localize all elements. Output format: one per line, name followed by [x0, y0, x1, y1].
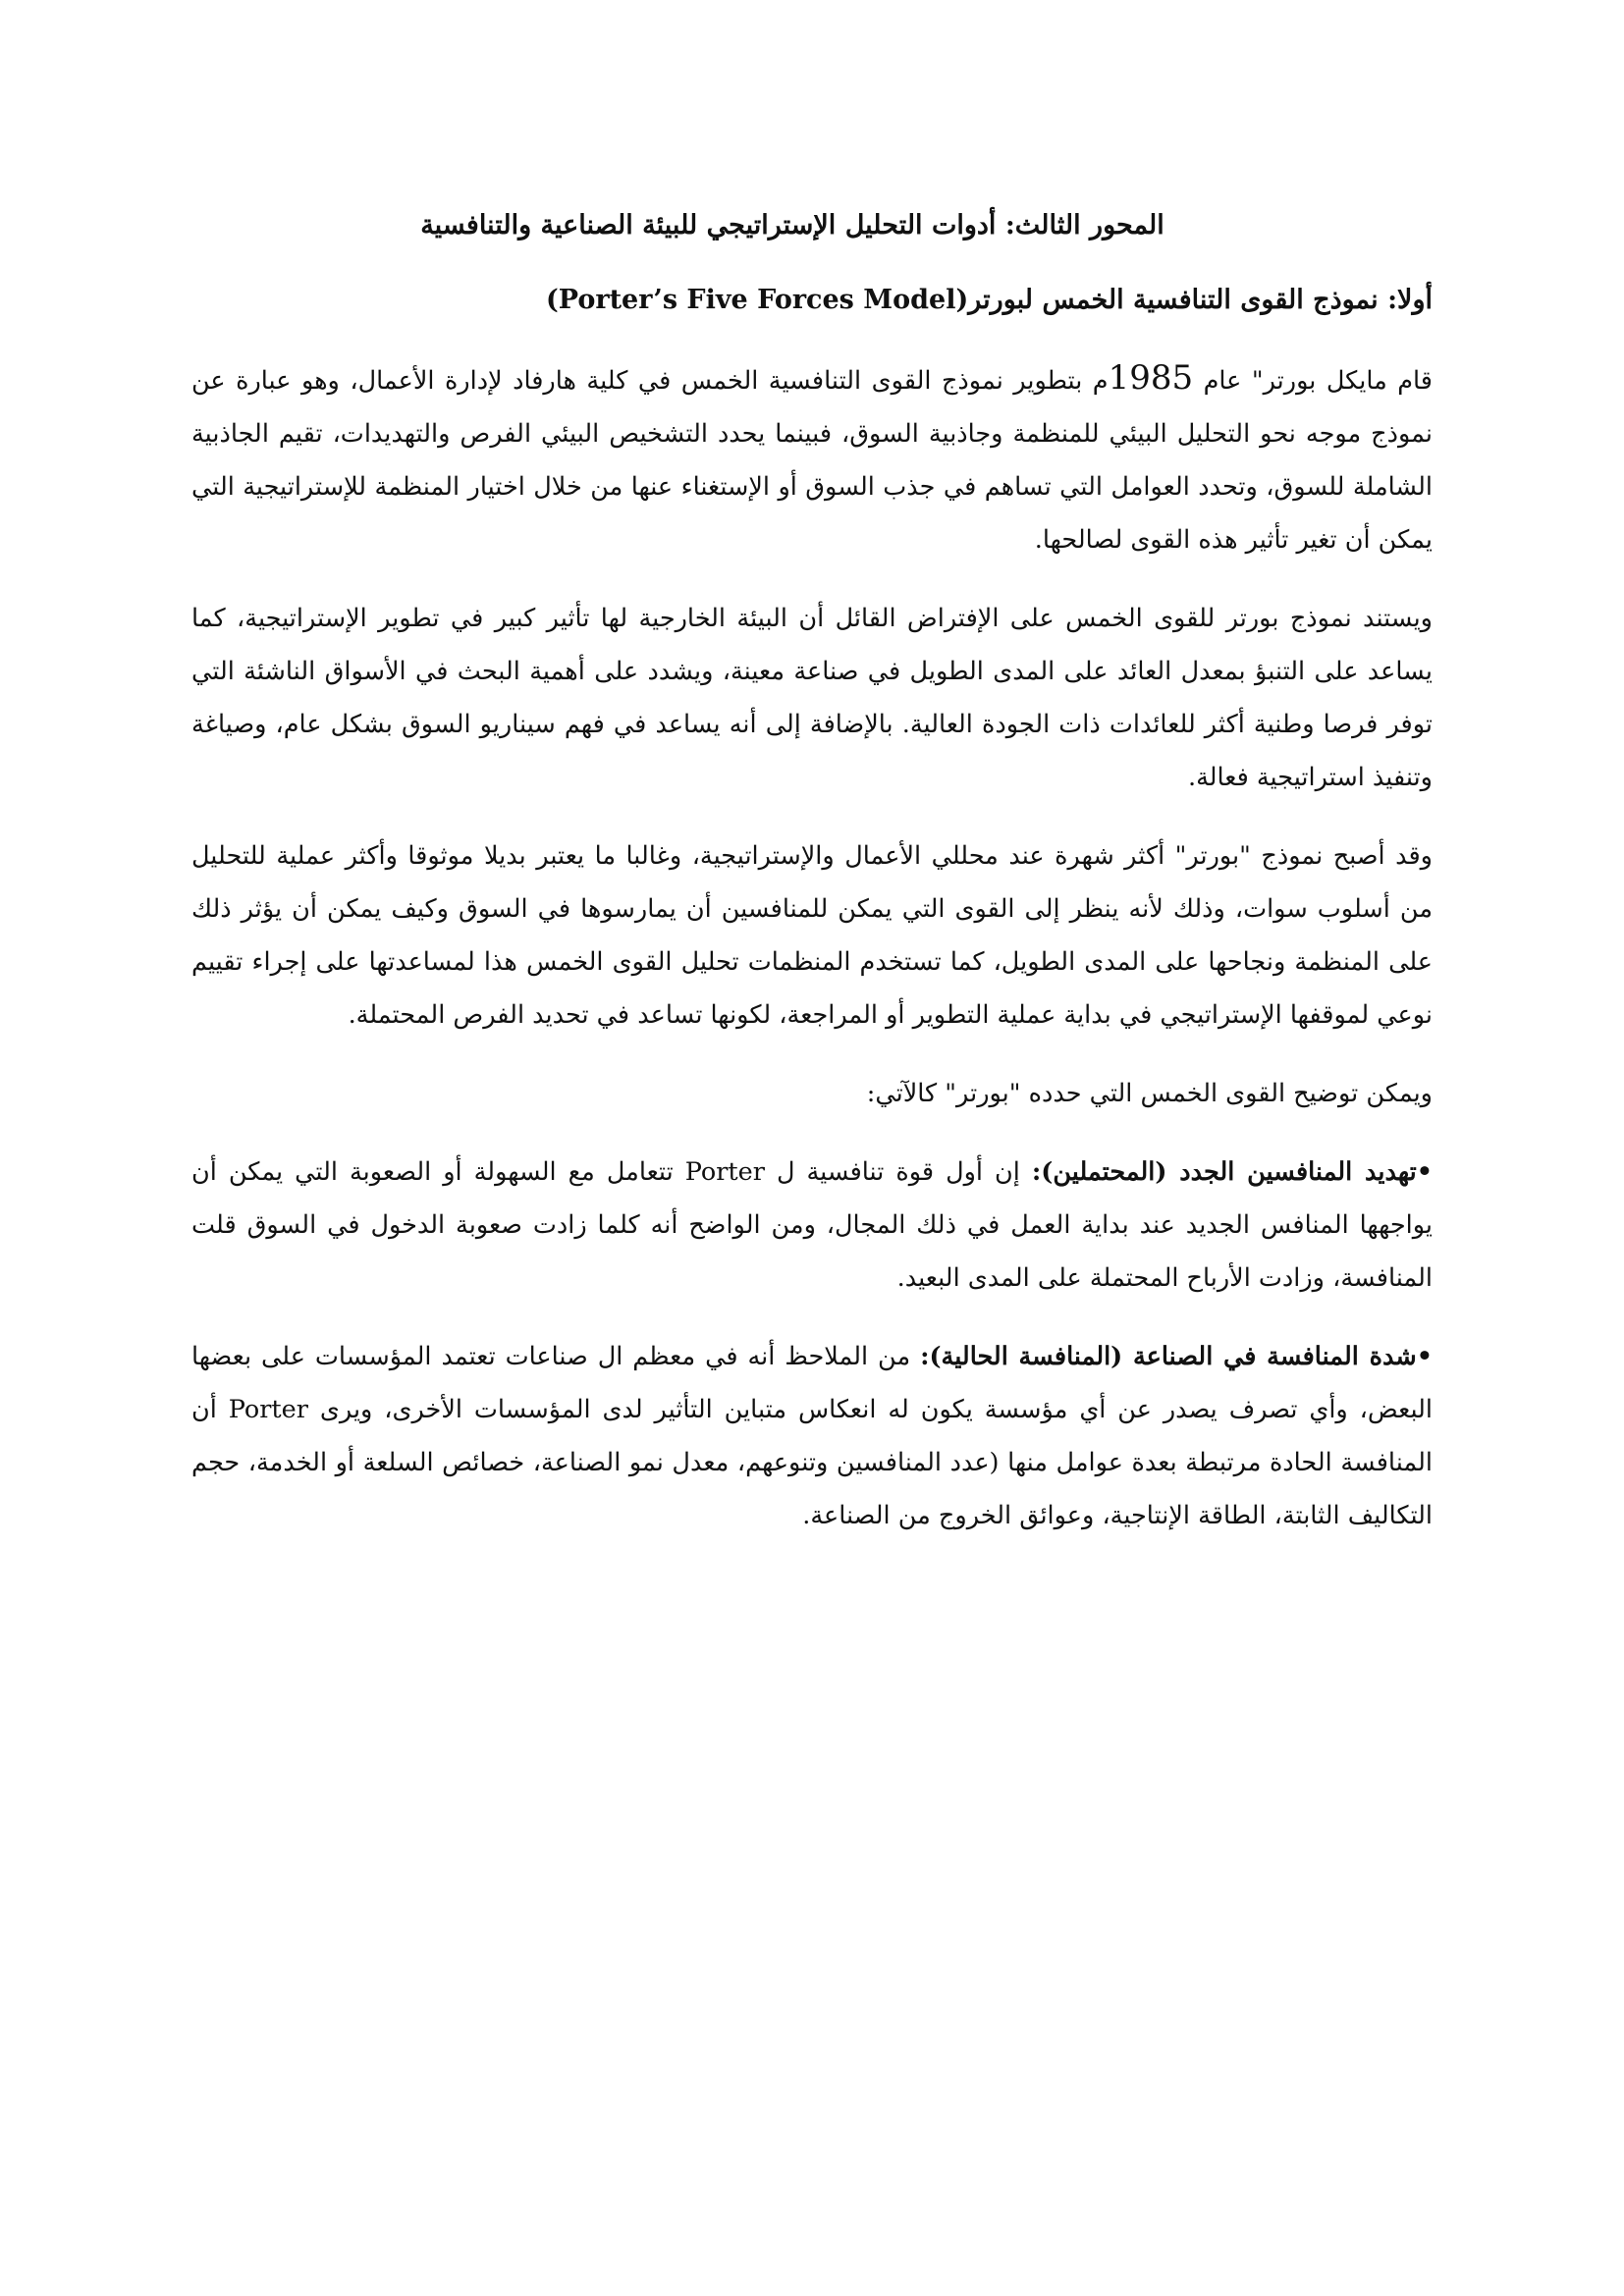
rivalry-text-b: أن المنافسة الحادة مرتبطة بعدة عوامل منها (عدد المنافسين وتنوعهم، معدل نمو الصناعة، خصائص السلعة أو الخدمة، حجم التكاليف الثابتة، الطاقة الإنتاجية، وعوائق الخروج من الصناعة. — [191, 1395, 1433, 1530]
year-value: 1985 — [1108, 358, 1194, 398]
porter-name: Porter — [684, 1157, 765, 1187]
new-entrants-text-b: تتعامل مع السهولة أو الصعوبة التي يمكن أن يواجهها المنافس الجديد عند بداية العمل في ذلك المجال، ومن الواضح أنه كلما زادت صعوبة الدخول في السوق قلت المنافسة، وزادت الأرباح المحتملة على المدى البعيد. — [191, 1157, 1433, 1293]
paragraph-1 — [191, 351, 1433, 566]
new-entrants-heading: •تهديد المنافسين الجدد (المحتملين): — [1031, 1157, 1433, 1187]
paragraph-new-entrants — [191, 1146, 1433, 1305]
page-title: المحور الثالث: أدوات التحليل الإستراتيجي للبيئة الصناعية والتنافسية — [420, 210, 1164, 240]
paragraph-4: ويمكن توضيح القوى الخمس التي حدده "بورتر" كالآتي: — [866, 1079, 1433, 1108]
subtitle-arabic: أولا: نموذج القوى التنافسية الخمس لبورتر — [968, 285, 1433, 315]
paragraph-3: وقد أصبح نموذج "بورتر" أكثر شهرة عند محللي الأعمال والإستراتيجية، وغالبا ما يعتبر بديلا موثوقا وأكثر عملية للتحليل من أسلوب سوات، وذلك لأنه ينظر إلى القوى التي يمكن للمنافسين أن يمارسوها في السوق وكيف يمكن أن يؤثر ذلك على المنظمة ونجاحها على المدى الطويل، كما تستخدم المنظمات تحليل القوى الخمس هذا لمساعدتها على إجراء تقييم نوعي لموقفها الإستراتيجي في بداية عملية التطوير أو المراجعة، لكونها تساعد في تحديد الفرص المحتملة. — [191, 841, 1433, 1030]
rivalry-text-a: من الملاحظ أنه في معظم ال صناعات تعتمد المؤسسات على بعضها البعض، وأي تصرف يصدر عن أي مؤسسة يكون له انعكاس متباين التأثير لدى المؤسسات الأخرى، ويرى — [191, 1342, 1434, 1424]
section-subtitle — [191, 281, 1433, 320]
porter-name: Porter — [228, 1395, 308, 1424]
subtitle-english: (Porter’s Five Forces Model) — [545, 285, 969, 315]
rivalry-heading: •شدة المنافسة في الصناعة (المنافسة الحالية): — [920, 1342, 1433, 1371]
paragraph-rivalry — [191, 1330, 1433, 1542]
paragraph-2: ويستند نموذج بورتر للقوى الخمس على الإفتراض القائل أن البيئة الخارجية لها تأثير كبير في تطوير الإستراتيجية، كما يساعد على التنبؤ بمعدل العائد على المدى الطويل في صناعة معينة، ويشدد على أهمية البحث في الأسواق الناشئة التي توفر فرصا وطنية أكثر للعائدات ذات الجودة العالية. بالإضافة إلى أنه يساعد في فهم سيناريو السوق بشكل عام، وصياغة وتنفيذ استراتيجية فعالة. — [191, 604, 1433, 792]
new-entrants-text-a: إن أول قوة تنافسية ل — [776, 1157, 1032, 1187]
paragraph-1-start: قام مايكل بورتر" عام — [1203, 366, 1433, 396]
paragraph-1-rest: م بتطوير نموذج القوى التنافسية الخمس في كلية هارفاد لإدارة الأعمال، وهو عبارة عن نموذج موجه نحو التحليل البيئي للمنظمة وجاذبية السوق، فبينما يحدد التشخيص البيئي الفرص والتهديدات، تقيم الجاذبية الشاملة للسوق، وتحدد العوامل التي تساهم في جذب السوق أو الإستغناء عنها من خلال اختيار المنظمة للإستراتيجية التي يمكن أن تغير تأثير هذه القوى لصالحها. — [191, 366, 1433, 555]
document-body — [191, 157, 1433, 1568]
